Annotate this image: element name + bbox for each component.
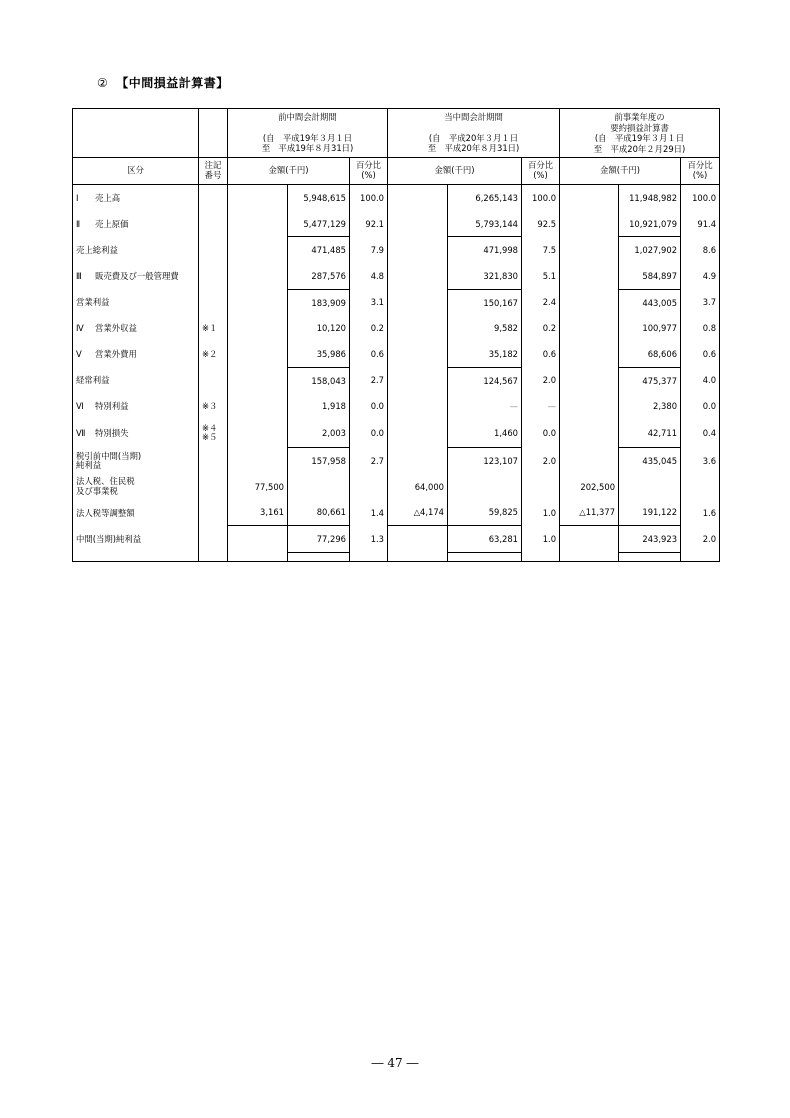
prev-pct-header: 百分比 (%) — [350, 158, 388, 185]
table-row: 中間(当期)純利益 77,296 1.3 63,281 1.0 243,923 2.0 — [73, 526, 720, 553]
table-row: 法人税、住民税 及び事業税 77,500 64,000 202,500 — [73, 474, 720, 500]
table-row: Ⅰ 売上高 5,948,615 100.0 6,265,143 100.0 11,948,982 100.0 — [73, 185, 720, 211]
prev-amount-header: 金額(千円) — [228, 158, 350, 185]
table-row: Ⅵ 特別利益 ※３ 1,918 0.0 — — 2,380 0.0 — [73, 394, 720, 420]
table-row: 法人税等調整額 3,161 80,661 1.4 △4,174 59,825 1.0 △11,377 191,122 1.6 — [73, 500, 720, 526]
curr-period-header: 当中間会計期間 (自 平成20年３月１日 至 平成20年８月31日) — [388, 109, 560, 158]
section-heading — [97, 74, 229, 91]
curr-amount-header: 金額(千円) — [388, 158, 522, 185]
table-row: 売上総利益 471,485 7.9 471,998 7.5 1,027,902 8.6 — [73, 237, 720, 263]
year-pct-header: 百分比 (%) — [681, 158, 720, 185]
section-number: ② — [97, 76, 109, 90]
prev-period-header: 前中間会計期間 (自 平成19年３月１日 至 平成19年８月31日) — [228, 109, 388, 158]
table-row-end — [73, 552, 720, 561]
kubun-header: 区分 — [73, 158, 199, 185]
year-amount-header: 金額(千円) — [560, 158, 681, 185]
year-header: 前事業年度の 要約損益計算書 (自 平成19年３月１日 至 平成20年２月29日) — [560, 109, 720, 158]
income-statement-table — [72, 108, 720, 562]
curr-pct-header: 百分比 (%) — [522, 158, 560, 185]
table-row: 営業利益 183,909 3.1 150,167 2.4 443,005 3.7 — [73, 289, 720, 315]
page-number: ― 47 ― — [371, 1056, 419, 1070]
section-title: 【中間損益計算書】 — [116, 76, 229, 90]
header-row-columns — [73, 158, 720, 185]
table-row: Ⅴ 営業外費用 ※２ 35,986 0.6 35,182 0.6 68,606 0.6 — [73, 341, 720, 367]
table-row: 経常利益 158,043 2.7 124,567 2.0 475,377 4.0 — [73, 367, 720, 393]
table-row: Ⅳ 営業外収益 ※１ 10,120 0.2 9,582 0.2 100,977 0.8 — [73, 315, 720, 341]
header-row-periods — [73, 109, 720, 158]
table-row: 税引前中間(当期) 純利益 157,958 2.7 123,107 2.0 435,045 3.6 — [73, 448, 720, 474]
table-row: Ⅶ 特別損失 ※４ ※５ 2,003 0.0 1,460 0.0 42,711 0.4 — [73, 419, 720, 448]
note-header: 注記 番号 — [199, 158, 228, 185]
table-row: Ⅲ 販売費及び一般管理費 287,576 4.8 321,830 5.1 584,897 4.9 — [73, 263, 720, 289]
table-row: Ⅱ 売上原価 5,477,129 92.1 5,793,144 92.5 10,921,079 91.4 — [73, 211, 720, 237]
